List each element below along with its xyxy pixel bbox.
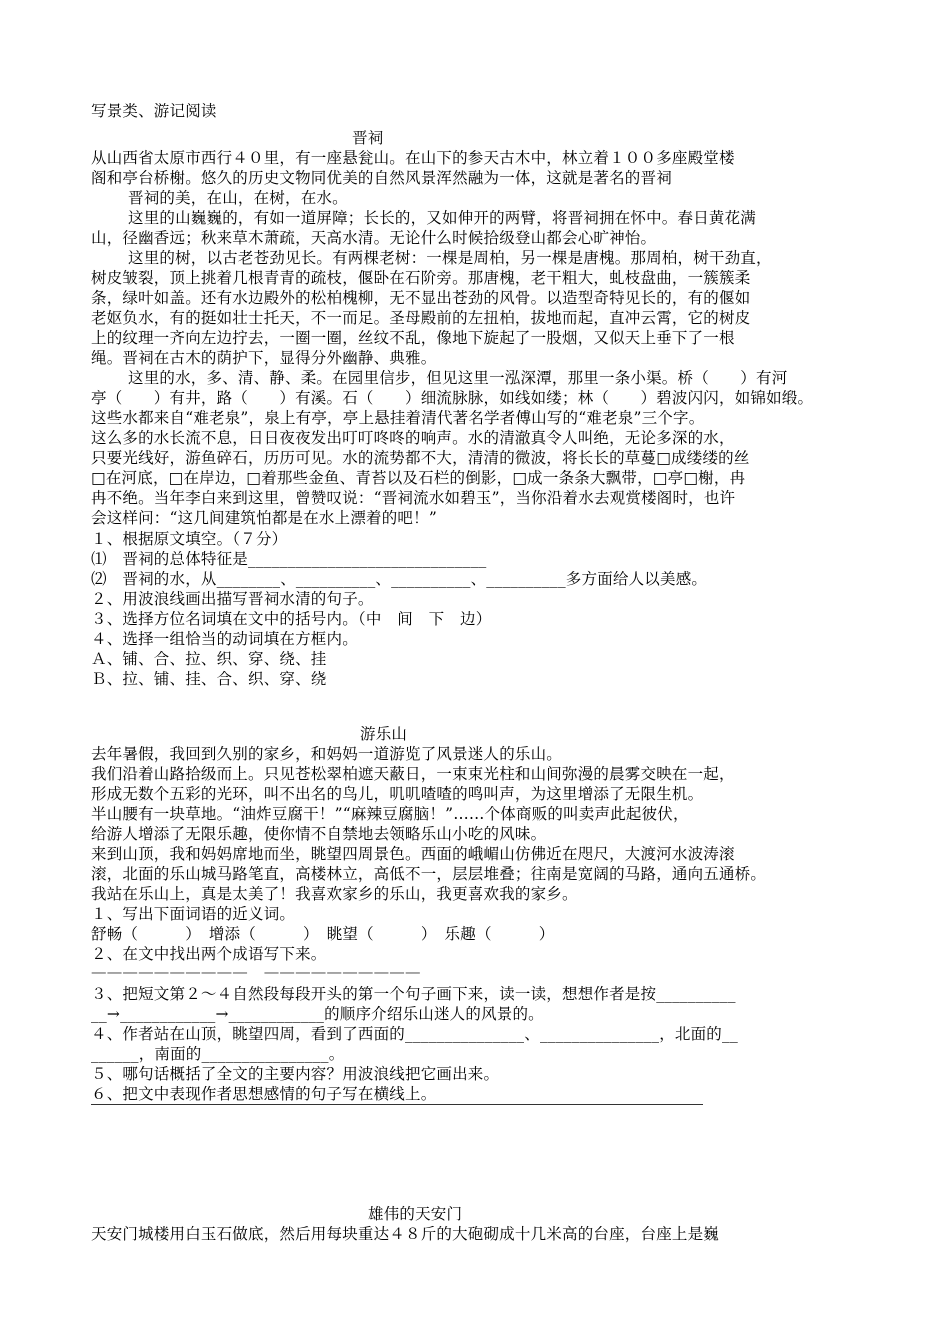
tiananmen-title: 雄伟的天安门 (368, 1205, 463, 1223)
jinci-p4-line: 绳。晋祠在古木的荫护下，显得分外幽静、典雅。 (91, 349, 437, 367)
leshan-text-line: 滚，北面的乐山城马路笔直，高楼林立，高低不一，层层堆叠；往南是宽阔的马路，通向五通桥。 (91, 865, 767, 883)
jinci-p5-line: 这些水都来自“难老泉”，泉上有亭，亭上悬挂着清代著名学者傅山写的“难老泉”三个字。 (91, 409, 705, 427)
jinci-question: １、根据原文填空。（７分） (91, 530, 288, 548)
leshan-q4-line: ４、作者站在山顶，眺望四周，看到了西面的_______________、_______________，北面的__ (91, 1025, 738, 1043)
jinci-p2-line: 晋祠的美，在山，在树，在水。 (128, 189, 348, 207)
answer-line (91, 1104, 703, 1105)
jinci-p4-line: 老妪负水，有的挺如壮士托天，不一而足。圣母殿前的左扭柏，拔地而起，直冲云霄，它的树皮 (91, 309, 751, 327)
jinci-question: ４、选择一组恰当的动词填在方框内。 (91, 630, 358, 648)
leshan-q1-words: 舒畅（ ） 增添（ ） 眺望（ ） 乐趣（ ） (91, 925, 555, 943)
leshan-text-line: 形成无数个五彩的光环，叫不出名的鸟儿，叽叽喳喳的鸣叫声，为这里增添了无限生机。 (91, 785, 704, 803)
leshan-q3-line: __→____________→____________的顺序介绍乐山迷人的风景的。 (91, 1005, 544, 1023)
jinci-p4-line: 上的纹理一齐向左边拧去，一圈一圈，丝纹不乱，像地下旋起了一股烟，又似天上垂下了一根 (91, 329, 735, 347)
jinci-p5-line: 这里的水，多、清、静、柔。在园里信步，但见这里一泓深潭，那里一条小渠。桥（ ）有河 (128, 369, 788, 387)
leshan-text-line: 半山腰有一块草地。“油炸豆腐干！”“麻辣豆腐脑！”……个体商贩的叫卖声此起彼伏， (91, 805, 689, 823)
jinci-question: ⑴ 晋祠的总体特征是______________________________ (91, 550, 487, 568)
jinci-p5-line: 冉不绝。当年李白来到这里，曾赞叹说：“晋祠流水如碧玉”，当你沿着水去观赏楼阁时，也许 (91, 489, 736, 507)
leshan-text-line: 来到山顶，我和妈妈席地而坐，眺望四周景色。西面的峨嵋山仿佛近在咫尺，大渡河水波涛滚 (91, 845, 735, 863)
jinci-p5-line: 会这样问：“这几间建筑怕都是在水上漂着的吧！” (91, 509, 437, 527)
jinci-question: ３、选择方位名词填在文中的括号内。（中 间 下 边） (91, 610, 492, 628)
jinci-p4-line: 条，绿叶如盖。还有水边殿外的松柏槐柳，无不显出苍劲的风骨。以造型奇特见长的，有的偃如 (91, 289, 751, 307)
jinci-p3-line: 这里的山巍巍的，有如一道屏障；长长的，又如伸开的两臂，将晋祠拥在怀中。春日黄花满 (128, 209, 757, 227)
leshan-q4-line: ______，南面的________________。 (91, 1045, 345, 1063)
leshan-text-line: 我们沿着山路拾级而上。只见苍松翠柏遮天蔽日，一束束光柱和山间弥漫的晨雾交映在一起， (91, 765, 735, 783)
jinci-question: ⑵ 晋祠的水，从________、__________、__________、__________多方面给人以美感。 (91, 570, 708, 588)
leshan-title: 游乐山 (360, 725, 408, 743)
jinci-p1-line: 从山西省太原市西行４０里，有一座悬瓮山。在山下的参天古木中，林立着１００多座殿堂楼 (91, 149, 735, 167)
jinci-p4-line: 树皮皱裂，顶上挑着几根青青的疏枝，偃卧在石阶旁。那唐槐，老干粗大，虬枝盘曲，一簇簇柔 (91, 269, 751, 287)
leshan-q3-line: ３、把短文第２～４自然段每段开头的第一个句子画下来，读一读，想想作者是按__________ (91, 985, 736, 1003)
jinci-p5-line: 亭（ ）有井，路（ ）有溪。石（ ）细流脉脉，如线如缕；林（ ）碧波闪闪，如锦如缎。 (91, 389, 814, 407)
jinci-question: ２、用波浪线画出描写晋祠水清的句子。 (91, 590, 374, 608)
jinci-p5-line: □在河底，□在岸边，□着那些金鱼、青苔以及石栏的倒影，□成一条条大飘带，□亭□榭，冉 (91, 469, 746, 487)
jinci-p1-line: 阁和亭台桥榭。悠久的历史文物同优美的自然风景浑然融为一体，这就是著名的晋祠 (91, 169, 672, 187)
leshan-q2: ２、在文中找出两个成语写下来。 (91, 945, 327, 963)
leshan-q1: １、写出下面词语的近义词。 (91, 905, 296, 923)
jinci-p4-line: 这里的树，以古老苍劲见长。有两棵老树：一棵是周柏，另一棵是唐槐。那周柏，树干劲直， (128, 249, 772, 267)
jinci-option-b: Ｂ、拉、铺、挂、合、织、穿、绕 (91, 670, 327, 688)
jinci-title: 晋祠 (352, 129, 384, 147)
jinci-option-a: Ａ、铺、合、拉、织、穿、绕、挂 (91, 650, 327, 668)
leshan-text-line: 给游人增添了无限乐趣，使你情不自禁地去领略乐山小吃的风味。 (91, 825, 547, 843)
jinci-p3-line: 山，径幽香远；秋来草木萧疏，天高水清。无论什么时候拾级登山都会心旷神怡。 (91, 229, 657, 247)
jinci-p5-line: 只要光线好，游鱼碎石，历历可见。水的流势都不大，清清的微波，将长长的草蔓□成缕缕的丝 (91, 449, 750, 467)
leshan-q6: ６、把文中表现作者思想感情的句子写在横线上。 (91, 1085, 437, 1103)
section-header: 写景类、游记阅读 (91, 102, 217, 120)
leshan-text-line: 我站在乐山上，真是太美了！我喜欢家乡的乐山，我更喜欢我的家乡。 (91, 885, 578, 903)
leshan-q2-blank: —————————— —————————— (91, 963, 421, 981)
jinci-p5-line: 这么多的水长流不息，日日夜夜发出叮叮咚咚的响声。水的清澈真令人叫绝，无论多深的水， (91, 429, 735, 447)
leshan-text-line: 去年暑假，我回到久别的家乡，和妈妈一道游览了风景迷人的乐山。 (91, 745, 563, 763)
leshan-q5: ５、哪句话概括了全文的主要内容？用波浪线把它画出来。 (91, 1065, 500, 1083)
tiananmen-text-line: 天安门城楼用白玉石做底，然后用每块重达４８斤的大砲砌成十几米高的台座，台座上是巍 (91, 1225, 720, 1243)
